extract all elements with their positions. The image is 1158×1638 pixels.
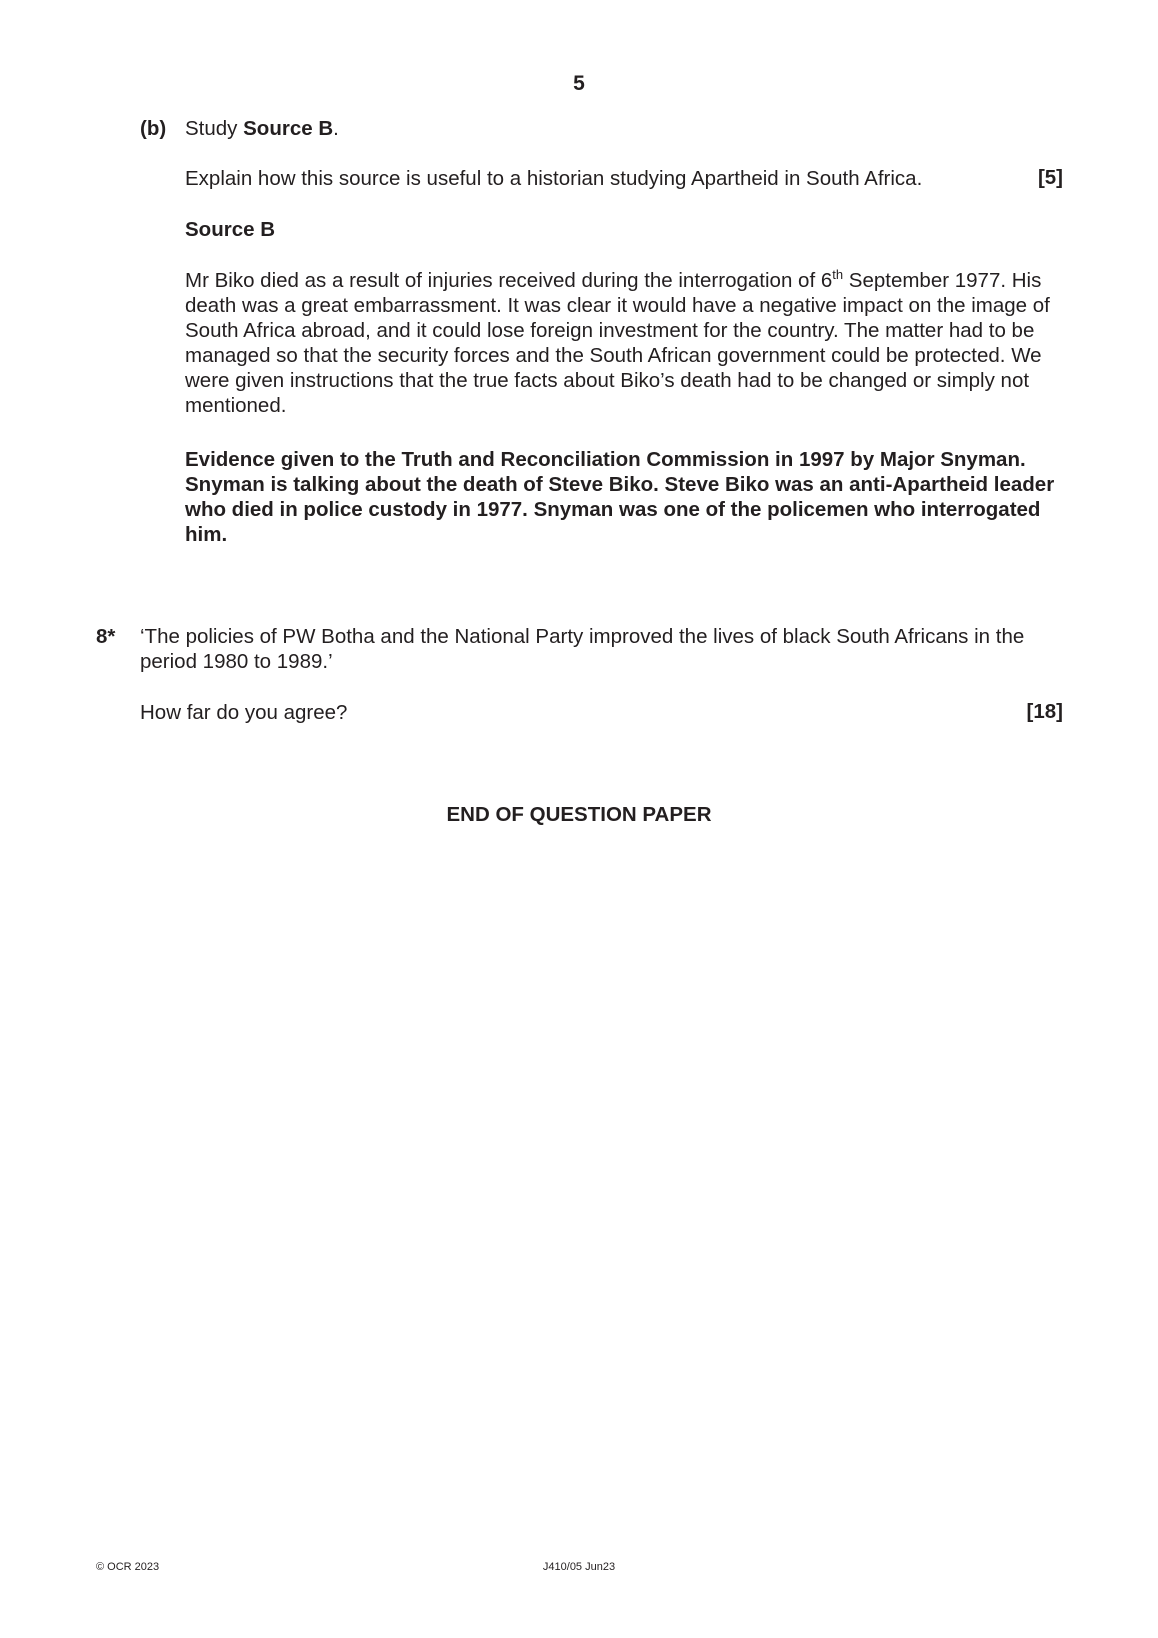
source-b-text bbox=[185, 268, 1065, 418]
footer-copyright: © OCR 2023 bbox=[96, 1561, 160, 1573]
part-b-marks: [5] bbox=[1037, 166, 1063, 189]
footer-paper-code: J410/05 Jun23 bbox=[542, 1561, 616, 1573]
part-b-label: (b) bbox=[140, 117, 167, 140]
instruction-prefix: Study bbox=[185, 117, 238, 140]
question-8-prompt: How far do you agree? bbox=[140, 701, 348, 724]
source-text-start: Mr Biko died as a result of injuries received during the interrogation of 6 bbox=[185, 269, 833, 292]
instruction-suffix: . bbox=[333, 117, 339, 140]
question-8-number: 8* bbox=[96, 625, 116, 648]
source-b-heading: Source B bbox=[185, 218, 275, 241]
instruction-source-ref: Source B bbox=[243, 117, 334, 140]
source-b-caption: Evidence given to the Truth and Reconciliation Commission in 1997 by Major Snyman. Snyman is talking about the death of Steve Biko. Steve Biko was an anti-Apartheid leader who died in police custody in 1977. Snyman was one of the policemen who interrogated him. bbox=[185, 448, 1055, 546]
source-text-rest: September 1977. His death was a great embarrassment. It was clear it would have a negative impact on the image of South Africa abroad, and it could lose foreign investment for the country. The matter had to be managed so that the security forces and the South African government could be protected. We were given instructions that the true facts about Biko’s death had to be changed or simply not mentioned. bbox=[185, 269, 1050, 417]
question-8-marks: [18] bbox=[1026, 700, 1063, 723]
end-of-paper: END OF QUESTION PAPER bbox=[446, 803, 712, 826]
source-text-sup: th bbox=[832, 267, 844, 283]
question-8-quote: ‘The policies of PW Botha and the National Party improved the lives of black South Africans in the period 1980 to 1989.’ bbox=[140, 625, 1025, 673]
page-number: 5 bbox=[573, 72, 585, 95]
part-b-question: Explain how this source is useful to a historian studying Apartheid in South Africa. bbox=[185, 167, 923, 190]
part-b-instruction bbox=[185, 116, 339, 141]
